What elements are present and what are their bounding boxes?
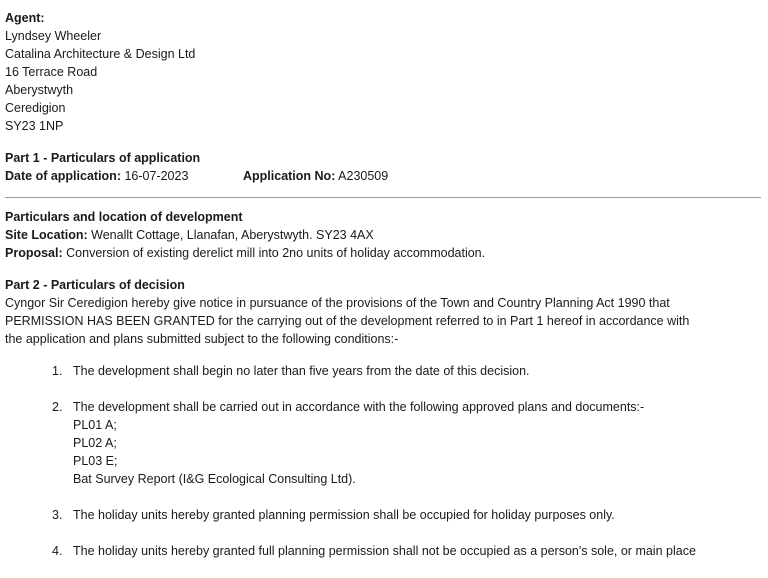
condition-number: 2. [52, 400, 63, 414]
agent-town: Aberystwyth [5, 83, 74, 97]
condition-number: 1. [52, 364, 63, 378]
agent-section [5, 9, 763, 135]
decision-paragraph-line-2: PERMISSION HAS BEEN GRANTED for the carrying out of the development referred to in Part 1 hereof in accordance with [5, 314, 690, 328]
application-no-label: Application No: [243, 169, 336, 183]
decision-notice-page [5, 9, 763, 578]
part2-section [5, 276, 763, 348]
site-location-label: Site Location: [5, 228, 88, 242]
agent-county: Ceredigion [5, 101, 66, 115]
condition-item [5, 362, 763, 380]
agent-heading: Agent: [5, 11, 45, 25]
agent-street: 16 Terrace Road [5, 65, 98, 79]
decision-paragraph-line-1: Cyngor Sir Ceredigion hereby give notice in pursuance of the provisions of the Town and Country Planning Act 1990 that [5, 296, 670, 310]
date-of-application-label: Date of application: [5, 169, 121, 183]
agent-name: Lyndsey Wheeler [5, 29, 102, 43]
part1-section [5, 149, 763, 185]
approved-document: PL03 E; [73, 454, 118, 468]
location-section [5, 208, 763, 262]
condition-item [5, 506, 763, 524]
location-heading: Particulars and location of development [5, 210, 243, 224]
approved-document: PL01 A; [73, 418, 117, 432]
proposal-label: Proposal: [5, 246, 63, 260]
approved-document: PL02 A; [73, 436, 117, 450]
section-divider [5, 197, 761, 198]
approved-documents-list [73, 416, 763, 488]
application-details-row [5, 167, 763, 185]
site-location-value: Wenallt Cottage, Llanafan, Aberystwyth. SY23 4AX [91, 228, 374, 242]
agent-postcode: SY23 1NP [5, 119, 64, 133]
condition-item [5, 542, 763, 560]
application-no-value: A230509 [338, 169, 389, 183]
conditions-list [5, 362, 763, 560]
date-of-application-value: 16-07-2023 [124, 169, 189, 183]
condition-number: 3. [52, 508, 63, 522]
condition-text: The holiday units hereby granted planning permission shall be occupied for holiday purposes only. [73, 508, 615, 522]
condition-number: 4. [52, 544, 63, 558]
part2-heading: Part 2 - Particulars of decision [5, 278, 185, 292]
condition-text: The development shall begin no later than five years from the date of this decision. [73, 364, 530, 378]
decision-paragraph-line-3: the application and plans submitted subject to the following conditions:- [5, 332, 399, 346]
proposal-value: Conversion of existing derelict mill into 2no units of holiday accommodation. [66, 246, 486, 260]
condition-text: The holiday units hereby granted full planning permission shall not be occupied as a person's sole, or main place [73, 544, 696, 558]
condition-text: The development shall be carried out in accordance with the following approved plans and documents:- [73, 400, 645, 414]
approved-document: Bat Survey Report (I&G Ecological Consulting Ltd). [73, 472, 356, 486]
part1-heading: Part 1 - Particulars of application [5, 151, 201, 165]
condition-item [5, 398, 763, 488]
agent-company: Catalina Architecture & Design Ltd [5, 47, 196, 61]
